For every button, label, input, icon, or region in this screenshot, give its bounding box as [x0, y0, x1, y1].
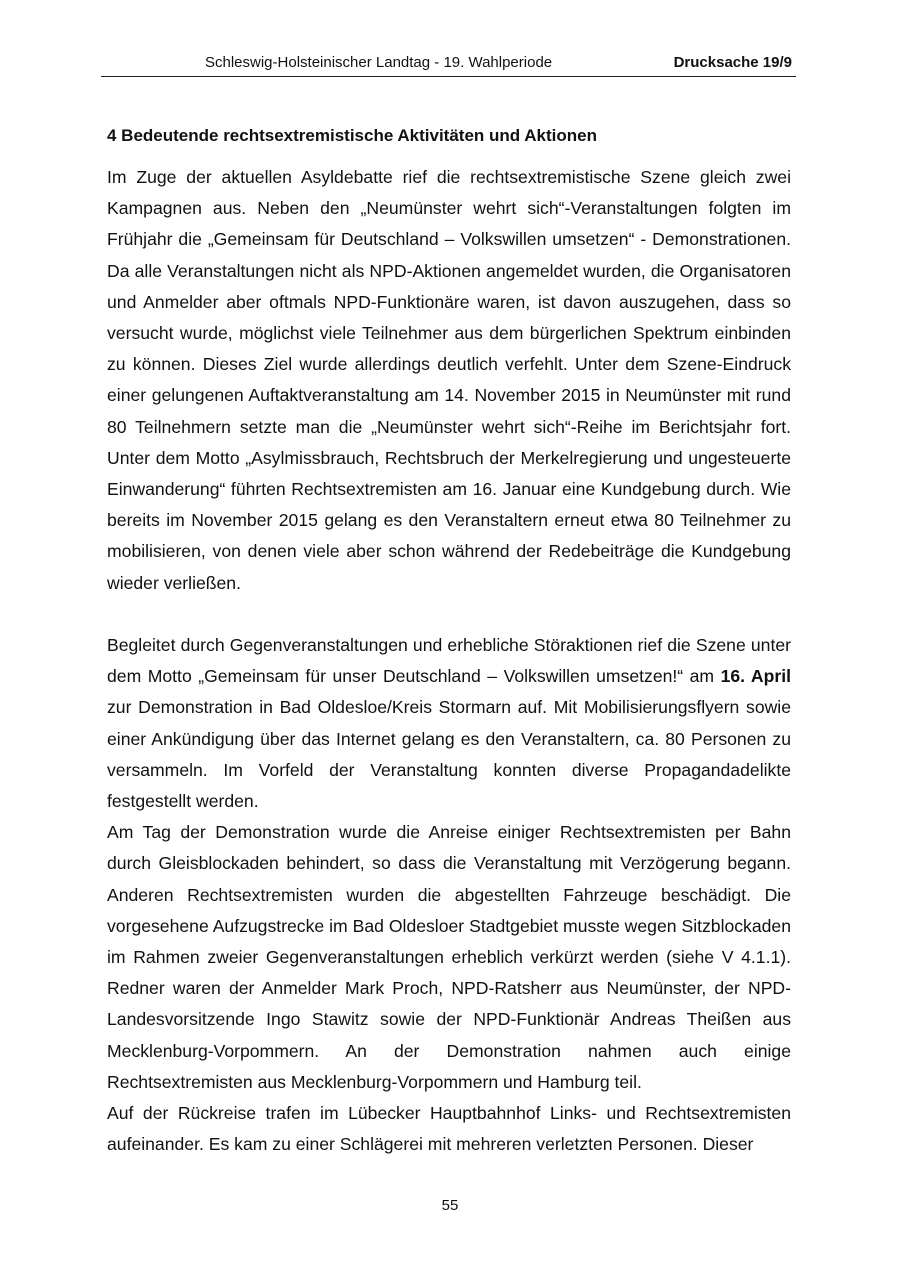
page-number: 55	[441, 1197, 459, 1214]
paragraph-2	[107, 630, 791, 817]
paragraph-2-text-start: Begleitet durch Gegenveranstaltungen und erhebliche Störaktionen rief die Szene unter dem Motto „Gemeinsam für unser Deutschland – Volkswillen umsetzen!“ am	[107, 635, 791, 687]
header-doc-number: Drucksache 19/9	[673, 54, 792, 71]
header-title: Schleswig-Holsteinischer Landtag - 19. Wahlperiode	[205, 54, 553, 71]
paragraph-2-text-end: zur Demonstration in Bad Oldesloe/Kreis Stormarn auf. Mit Mobilisierungsflyern sowie einer Ankündigung über das Internet gelang es den Veranstaltern, ca. 80 Personen zu versammeln. Im Vorfeld der Veranstaltung konnten diverse Propagandadelikte festgestellt werden.	[107, 697, 791, 812]
paragraph-4: Auf der Rückreise trafen im Lübecker Hauptbahnhof Links- und Rechtsextremisten aufeinander. Es kam zu einer Schlägerei mit mehreren verletzten Personen. Dieser	[107, 1103, 791, 1155]
page-header	[101, 50, 796, 77]
paragraph-1: Im Zuge der aktuellen Asyldebatte rief die rechtsextremistische Szene gleich zwei Kampagnen aus. Neben den „Neumünster wehrt sich“-Veranstaltungen folgten im Frühjahr die „Gemeinsam für Deutschland – Volkswillen umsetzen“ - Demonstrationen. Da alle Veranstaltungen nicht als NPD-Aktionen angemeldet wurden, die Organisatoren und Anmelder aber oftmals NPD-Funktionäre waren, ist davon auszugehen, dass so versucht wurde, möglichst viele Teilnehmer aus dem bürgerlichen Spektrum einbinden zu können. Dieses Ziel wurde allerdings deutlich verfehlt. Unter dem Szene-Eindruck einer gelungenen Auftaktveranstaltung am 14. November 2015 in Neumünster mit rund 80 Teilnehmern setzte man die „Neumünster wehrt sich“-Reihe im Berichtsjahr fort. Unter dem Motto „Asylmissbrauch, Rechtsbruch der Merkelregierung und ungesteuerte Einwanderung“ führten Rechtsextremisten am 16. Januar eine Kundgebung durch. Wie bereits im November 2015 gelang es den Veranstaltern erneut etwa 80 Teilnehmer zu mobilisieren, von denen viele aber schon während der Redebeiträge die Kundgebung wieder verließen.	[107, 167, 791, 593]
section-heading: 4 Bedeutende rechtsextremistische Aktivitäten und Aktionen	[107, 126, 597, 145]
paragraph-3: Am Tag der Demonstration wurde die Anreise einiger Rechtsextremisten per Bahn durch Gleisblockaden behindert, so dass die Veranstaltung mit Verzögerung begann. Anderen Rechtsextremisten wurden die abgestellten Fahrzeuge beschädigt. Die vorgesehene Aufzugstrecke im Bad Oldesloer Stadtgebiet musste wegen Sitzblockaden im Rahmen zweier Gegenveranstaltungen erheblich verkürzt werden (siehe V 4.1.1). Redner waren der Anmelder Mark Proch, NPD-Ratsherr aus Neumünster, der NPD-Landesvorsitzende Ingo Stawitz sowie der NPD-Funktionär Andreas Theißen aus Mecklenburg-Vorpommern. An der Demonstration nahmen auch einige Rechtsextremisten aus Mecklenburg-Vorpommern und Hamburg teil.	[107, 822, 791, 1092]
main-content	[107, 122, 791, 1160]
paragraph-2-bold-date: 16. April	[720, 666, 791, 687]
